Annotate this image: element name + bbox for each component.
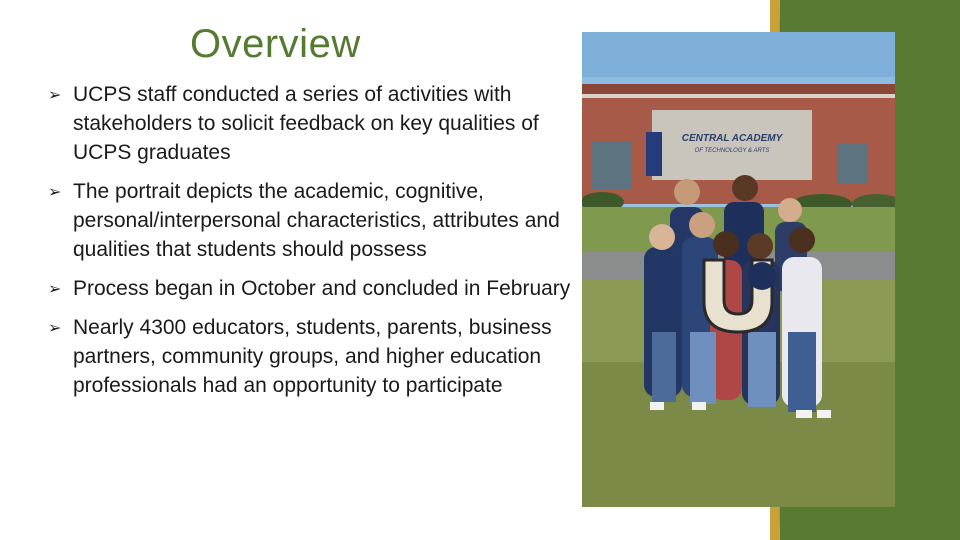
bullet-text: Nearly 4300 educators, students, parents, business partners, community groups, and higher education professionals had an opportunity to participate xyxy=(73,316,552,397)
bullet-text: The portrait depicts the academic, cognitive, personal/interpersonal characteristics, attributes and qualities that students should possess xyxy=(73,180,560,261)
school-sign-line2: OF TECHNOLOGY & ARTS xyxy=(694,148,770,154)
slide-title: Overview xyxy=(190,22,361,66)
bullet-item xyxy=(48,274,578,303)
arrowhead-bullet-icon: ➢ xyxy=(48,182,62,201)
bullet-list xyxy=(48,80,578,410)
arrowhead-bullet-icon: ➢ xyxy=(48,85,62,104)
bullet-text: UCPS staff conducted a series of activities with stakeholders to solicit feedback on key qualities of UCPS graduates xyxy=(73,83,539,164)
bullet-text: Process began in October and concluded in February xyxy=(73,277,571,300)
bullet-item xyxy=(48,313,578,400)
school-sign-line1: CENTRAL ACADEMY xyxy=(681,133,783,144)
arrowhead-bullet-icon: ➢ xyxy=(48,279,62,298)
student-group-photo xyxy=(582,32,895,507)
arrowhead-bullet-icon: ➢ xyxy=(48,318,62,337)
bullet-item xyxy=(48,177,578,264)
bullet-item xyxy=(48,80,578,167)
